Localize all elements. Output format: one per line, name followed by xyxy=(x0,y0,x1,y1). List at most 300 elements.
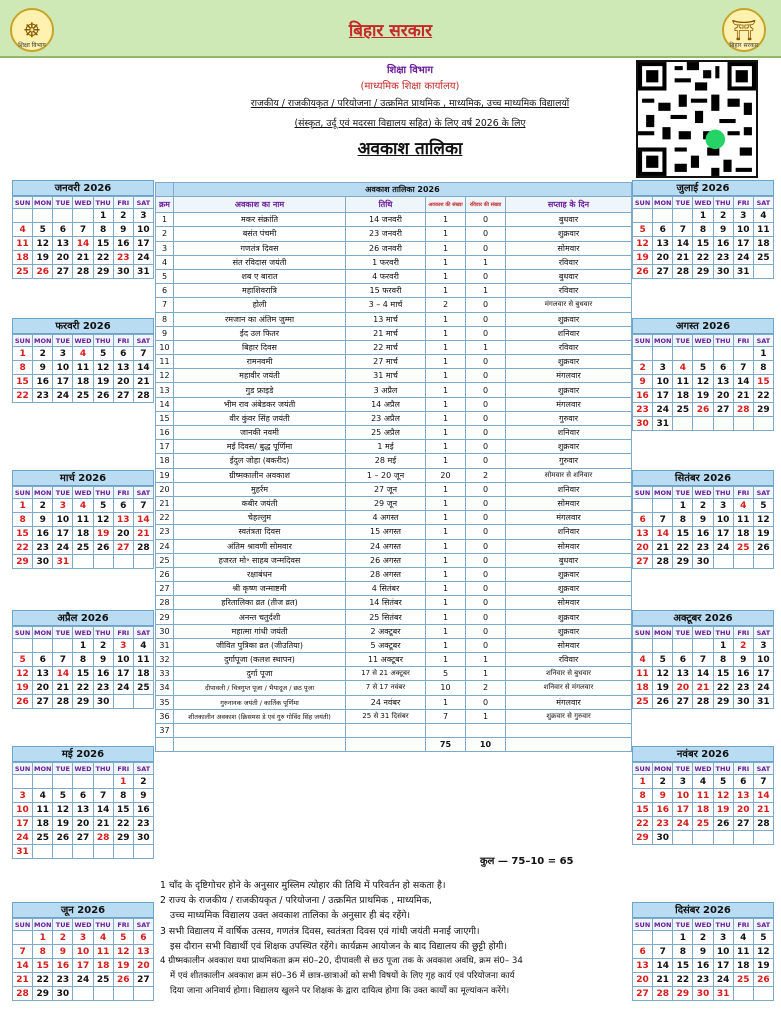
row-sunday: 2 xyxy=(466,681,506,695)
day-cell: 27 xyxy=(113,541,133,555)
day-cell xyxy=(633,931,653,945)
day-cell: 19 xyxy=(13,681,33,695)
row-sn: 25 xyxy=(156,553,174,567)
weekday-label: MON xyxy=(653,764,672,773)
day-cell: 8 xyxy=(633,789,653,803)
day-cell: 29 xyxy=(713,695,733,709)
row-sunday: 0 xyxy=(466,582,506,596)
day-cell: 26 xyxy=(693,403,713,417)
qr-code[interactable] xyxy=(636,60,758,178)
day-cell: 17 xyxy=(713,527,733,541)
day-cell: 19 xyxy=(33,251,53,265)
day-cell: 31 xyxy=(53,555,73,569)
day-cell: 18 xyxy=(33,817,53,831)
day-cell: 14 xyxy=(53,667,73,681)
month-title: मई 2026 xyxy=(12,746,154,762)
day-cell: 18 xyxy=(673,389,693,403)
row-sn: 19 xyxy=(156,468,174,482)
weekday-label: FRI xyxy=(113,919,133,931)
day-cell: 20 xyxy=(733,803,753,817)
row-sunday: 0 xyxy=(466,298,506,312)
holiday-row xyxy=(156,255,632,269)
weekday-label: FRI xyxy=(733,197,753,209)
row-count: 1 xyxy=(426,440,466,454)
day-cell: 23 xyxy=(53,973,73,987)
day-cell xyxy=(633,209,653,223)
day-cell: 6 xyxy=(73,789,93,803)
day-cell: 8 xyxy=(113,789,133,803)
day-cell xyxy=(13,931,33,945)
weekday-label: WED xyxy=(74,198,92,207)
row-sunday: 0 xyxy=(466,454,506,468)
row-sn: 12 xyxy=(156,369,174,383)
day-cell xyxy=(33,845,53,859)
day-cell: 10 xyxy=(13,803,33,817)
weekday-label: THU xyxy=(93,487,113,499)
row-sunday: 0 xyxy=(466,227,506,241)
day-cell: 23 xyxy=(693,541,713,555)
day-cell: 1 xyxy=(73,639,93,653)
row-sunday: 0 xyxy=(466,440,506,454)
day-cell: 7 xyxy=(13,945,33,959)
month-title: अक्टूबर 2026 xyxy=(632,610,774,626)
row-sunday: 0 xyxy=(466,326,506,340)
day-cell: 6 xyxy=(733,775,753,789)
row-sn: 30 xyxy=(156,624,174,638)
row-weekday: रविवार xyxy=(506,653,632,667)
day-cell: 12 xyxy=(693,375,713,389)
row-count: 1 xyxy=(426,539,466,553)
row-name: हजरत मो॰ साहब जन्मदिवस xyxy=(174,553,346,567)
day-cell: 28 xyxy=(733,403,753,417)
weekday-label: SAT xyxy=(133,197,153,209)
day-cell: 2 xyxy=(133,775,153,789)
notes xyxy=(160,878,630,1000)
sum-spacer xyxy=(506,738,632,752)
day-cell: 27 xyxy=(113,389,133,403)
day-cell: 7 xyxy=(733,361,753,375)
day-cell xyxy=(693,831,713,845)
table-head-spacer xyxy=(156,183,174,197)
day-cell: 9 xyxy=(93,653,113,667)
day-cell: 26 xyxy=(633,265,653,279)
day-cell: 2 xyxy=(93,639,113,653)
day-cell: 20 xyxy=(73,817,93,831)
col-sn: क्रम xyxy=(156,197,174,213)
day-cell: 10 xyxy=(53,513,73,527)
row-sn: 5 xyxy=(156,269,174,283)
day-cell: 1 xyxy=(13,499,33,513)
month-title: अप्रैल 2026 xyxy=(12,610,154,626)
weekday-label: MON xyxy=(653,198,672,207)
day-cell: 19 xyxy=(713,803,733,817)
day-cell: 22 xyxy=(633,817,653,831)
day-cell: 13 xyxy=(113,513,133,527)
row-sn: 4 xyxy=(156,255,174,269)
day-cell: 21 xyxy=(693,681,713,695)
day-cell: 16 xyxy=(693,527,713,541)
sum-spacer xyxy=(156,738,174,752)
holiday-row xyxy=(156,454,632,468)
day-cell xyxy=(93,845,113,859)
weekday-label: MON xyxy=(33,920,52,929)
month-calendar xyxy=(632,902,774,1001)
day-cell: 1 xyxy=(93,209,113,223)
weekday-label: MON xyxy=(33,336,52,345)
row-name: महात्मा गांधी जयंती xyxy=(174,624,346,638)
day-cell: 15 xyxy=(713,667,733,681)
day-cell: 11 xyxy=(673,375,693,389)
row-name: कबीर जयंती xyxy=(174,496,346,510)
row-date: 13 मार्च xyxy=(346,312,426,326)
day-cell: 21 xyxy=(53,681,73,695)
day-cell: 17 xyxy=(53,527,73,541)
row-date: 25 सितंबर xyxy=(346,610,426,624)
row-count: 1 xyxy=(426,624,466,638)
row-weekday: गुरुवार xyxy=(506,454,632,468)
day-cell: 8 xyxy=(693,223,713,237)
day-cell: 22 xyxy=(673,973,693,987)
row-weekday: बुधवार xyxy=(506,269,632,283)
holiday-row xyxy=(156,567,632,581)
row-sn: 10 xyxy=(156,340,174,354)
day-cell: 14 xyxy=(133,513,153,527)
day-cell xyxy=(733,987,753,1001)
row-date: 26 जनवरी xyxy=(346,241,426,255)
row-date: 21 मार्च xyxy=(346,326,426,340)
day-cell: 28 xyxy=(133,389,153,403)
row-date: 22 मार्च xyxy=(346,340,426,354)
day-cell: 19 xyxy=(113,959,133,973)
day-cell: 25 xyxy=(753,251,773,265)
day-cell: 20 xyxy=(633,541,653,555)
row-count: 2 xyxy=(426,298,466,312)
row-weekday: रविवार xyxy=(506,340,632,354)
day-cell: 8 xyxy=(33,945,53,959)
day-cell xyxy=(53,845,73,859)
day-cell: 19 xyxy=(753,527,773,541)
row-name: जीवित पुत्रिका व्रत (जीउतिया) xyxy=(174,638,346,652)
day-cell xyxy=(113,845,133,859)
day-cell: 9 xyxy=(133,789,153,803)
day-cell: 8 xyxy=(753,361,773,375)
day-cell: 7 xyxy=(753,775,773,789)
row-weekday: शुक्रवार xyxy=(506,383,632,397)
holiday-row xyxy=(156,695,632,709)
row-sn: 1 xyxy=(156,213,174,227)
day-cell: 1 xyxy=(693,209,713,223)
day-cell: 24 xyxy=(13,831,33,845)
row-weekday: मंगलवार xyxy=(506,511,632,525)
day-cell: 25 xyxy=(733,973,753,987)
row-count: 1 xyxy=(426,284,466,298)
day-cell: 22 xyxy=(73,681,93,695)
day-cell: 25 xyxy=(33,831,53,845)
day-cell: 2 xyxy=(33,499,53,513)
row-name: रक्षाबंधन xyxy=(174,567,346,581)
weekday-label: FRI xyxy=(733,487,753,499)
holiday-row xyxy=(156,653,632,667)
day-cell xyxy=(673,417,693,431)
row-count: 1 xyxy=(426,482,466,496)
day-cell: 15 xyxy=(673,959,693,973)
weekday-label: SAT xyxy=(133,487,153,499)
day-cell: 24 xyxy=(73,973,93,987)
day-cell: 15 xyxy=(113,803,133,817)
day-cell: 6 xyxy=(113,347,133,361)
col-date: तिथि xyxy=(346,197,426,213)
row-count: 1 xyxy=(426,397,466,411)
day-cell: 19 xyxy=(93,527,113,541)
month-calendar xyxy=(12,902,154,1001)
row-weekday: शुक्रवार से गुरुवार xyxy=(506,709,632,723)
holiday-row xyxy=(156,681,632,695)
day-cell: 26 xyxy=(113,973,133,987)
day-cell: 6 xyxy=(133,931,153,945)
day-cell: 4 xyxy=(93,931,113,945)
day-cell: 25 xyxy=(673,403,693,417)
row-date: 28 अगस्त xyxy=(346,567,426,581)
day-cell: 4 xyxy=(33,789,53,803)
row-sn: 37 xyxy=(156,723,174,737)
row-weekday: मंगलवार से बुधवार xyxy=(506,298,632,312)
day-cell: 9 xyxy=(653,789,673,803)
row-count: 1 xyxy=(426,596,466,610)
day-cell xyxy=(673,347,693,361)
day-cell: 27 xyxy=(133,973,153,987)
row-sunday: 1 xyxy=(466,340,506,354)
day-cell xyxy=(733,831,753,845)
day-cell: 1 xyxy=(673,499,693,513)
day-cell xyxy=(73,209,93,223)
day-cell: 24 xyxy=(713,973,733,987)
row-name: वीर कुंवर सिंह जयंती xyxy=(174,411,346,425)
day-cell: 18 xyxy=(133,667,153,681)
row-sunday: 1 xyxy=(466,284,506,298)
day-cell: 9 xyxy=(713,223,733,237)
weekday-label: THU xyxy=(713,919,733,931)
note-line: उच्च माध्यमिक विद्यालय उक्त अवकाश तालिका के अनुसार ही बंद रहेंगे। xyxy=(170,910,411,922)
day-cell: 31 xyxy=(753,695,773,709)
day-cell: 5 xyxy=(753,499,773,513)
month-title: जुलाई 2026 xyxy=(632,180,774,196)
note-line: दिया जाना अनिवार्य होगा। विद्यालय खुलने पर शिक्षक के द्वारा दायित्व होगा कि उक्त कार्यों का मूल्यांकन करेंगे। xyxy=(170,986,510,997)
day-cell: 28 xyxy=(753,817,773,831)
day-cell xyxy=(73,555,93,569)
day-cell: 23 xyxy=(713,251,733,265)
weekday-label: MON xyxy=(653,628,672,637)
weekday-label: TUE xyxy=(53,919,73,931)
row-sunday: 0 xyxy=(466,213,506,227)
day-cell: 15 xyxy=(73,667,93,681)
day-cell: 20 xyxy=(633,973,653,987)
day-cell: 26 xyxy=(753,973,773,987)
day-cell: 13 xyxy=(73,803,93,817)
row-weekday: शनिवार से मंगलवार xyxy=(506,681,632,695)
weekday-label: WED xyxy=(694,336,712,345)
day-cell: 14 xyxy=(13,959,33,973)
weekday-label: TUE xyxy=(673,335,693,347)
day-cell: 30 xyxy=(693,987,713,1001)
day-cell: 3 xyxy=(673,775,693,789)
day-cell: 26 xyxy=(653,695,673,709)
day-cell: 10 xyxy=(113,653,133,667)
day-cell: 29 xyxy=(673,555,693,569)
day-cell xyxy=(33,775,53,789)
note-line: 4 ग्रीष्मकालीन अवकाश यथा प्राथमिकता क्रम सं0–20, दीपावली से छठ पूजा तक के अवकाश अवधि, क्रम सं0– 34 xyxy=(160,956,523,967)
row-date: 24 अगस्त xyxy=(346,539,426,553)
day-cell: 1 xyxy=(753,347,773,361)
holiday-row xyxy=(156,667,632,681)
weekday-label: TUE xyxy=(673,197,693,209)
day-cell: 23 xyxy=(133,817,153,831)
day-cell: 28 xyxy=(73,265,93,279)
row-sn: 24 xyxy=(156,539,174,553)
day-cell: 22 xyxy=(113,817,133,831)
day-cell: 25 xyxy=(73,541,93,555)
holiday-row xyxy=(156,496,632,510)
day-cell: 10 xyxy=(713,513,733,527)
row-weekday: गुरुवार xyxy=(506,411,632,425)
day-cell xyxy=(53,209,73,223)
day-cell: 11 xyxy=(93,945,113,959)
month-calendar xyxy=(12,610,154,709)
day-cell: 31 xyxy=(133,265,153,279)
day-cell: 12 xyxy=(53,803,73,817)
note-line: 1 चाँद के दृष्टिगोचर होने के अनुसार मुस्लिम त्योहार की तिथि में परिवर्तन हो सकता है। xyxy=(160,880,446,891)
day-cell xyxy=(133,695,153,709)
day-cell: 1 xyxy=(13,347,33,361)
weekday-label: TUE xyxy=(673,919,693,931)
day-cell: 4 xyxy=(753,209,773,223)
day-cell: 9 xyxy=(33,513,53,527)
row-name: दुर्गापूजा (कलश स्थापन) xyxy=(174,653,346,667)
row-sunday: 1 xyxy=(466,709,506,723)
row-sunday: 2 xyxy=(466,468,506,482)
day-cell xyxy=(633,499,653,513)
row-weekday: मंगलवार xyxy=(506,369,632,383)
month-calendar xyxy=(632,746,774,845)
col-count: अवकाश की संख्या xyxy=(426,197,466,213)
day-cell: 11 xyxy=(693,789,713,803)
dept-name: शिक्षा विभाग xyxy=(386,65,434,76)
day-cell: 30 xyxy=(733,695,753,709)
day-cell: 1 xyxy=(673,931,693,945)
day-cell: 3 xyxy=(733,209,753,223)
day-cell: 5 xyxy=(33,223,53,237)
day-cell: 20 xyxy=(713,389,733,403)
day-cell: 23 xyxy=(113,251,133,265)
row-name: ग्रीष्मकालीन अवकाश xyxy=(174,468,346,482)
day-cell xyxy=(33,209,53,223)
day-cell: 10 xyxy=(133,223,153,237)
day-cell: 28 xyxy=(53,695,73,709)
day-cell: 23 xyxy=(733,681,753,695)
row-weekday: शुक्रवार xyxy=(506,440,632,454)
day-cell: 12 xyxy=(653,667,673,681)
holiday-row xyxy=(156,553,632,567)
row-date: 11 अक्टूबर xyxy=(346,653,426,667)
holiday-row xyxy=(156,298,632,312)
row-sunday: 0 xyxy=(466,553,506,567)
day-cell: 28 xyxy=(133,541,153,555)
row-count: 1 xyxy=(426,553,466,567)
row-count: 1 xyxy=(426,213,466,227)
row-sn: 31 xyxy=(156,638,174,652)
day-cell: 28 xyxy=(673,265,693,279)
day-cell: 30 xyxy=(113,265,133,279)
sum-sundays: 10 xyxy=(466,738,506,752)
weekday-label: FRI xyxy=(113,627,133,639)
day-cell: 27 xyxy=(73,831,93,845)
day-cell: 2 xyxy=(653,775,673,789)
day-cell: 28 xyxy=(13,987,33,1001)
day-cell: 6 xyxy=(653,223,673,237)
weekday-label: SAT xyxy=(753,335,773,347)
row-weekday: सोमवार से शनिवार xyxy=(506,468,632,482)
day-cell: 13 xyxy=(113,361,133,375)
weekday-label: MON xyxy=(33,764,52,773)
day-cell xyxy=(633,347,653,361)
day-cell: 28 xyxy=(653,555,673,569)
day-cell: 13 xyxy=(33,667,53,681)
note-line: 2 राज्य के राजकीय / राजकीयकृत / परियोजना / उत्क्रमित प्राथमिक , माध्यमिक, xyxy=(160,895,432,907)
day-cell: 12 xyxy=(753,513,773,527)
row-sunday: 0 xyxy=(466,426,506,440)
day-cell: 8 xyxy=(673,945,693,959)
day-cell: 10 xyxy=(713,945,733,959)
school-types: राजकीय / राजकीयकृत / परियोजना / उत्क्रमित प्राथमिक , माध्यमिक, उच्च माध्यमिक विद्यालयों xyxy=(250,98,570,109)
row-weekday: शुक्रवार xyxy=(506,610,632,624)
day-cell: 15 xyxy=(753,375,773,389)
holiday-row xyxy=(156,355,632,369)
day-cell: 5 xyxy=(93,347,113,361)
row-sunday: 0 xyxy=(466,411,506,425)
page-header xyxy=(0,0,781,58)
row-date: 15 अगस्त xyxy=(346,525,426,539)
day-cell: 24 xyxy=(753,681,773,695)
day-cell: 26 xyxy=(13,695,33,709)
day-cell: 12 xyxy=(633,237,653,251)
row-count: 1 xyxy=(426,312,466,326)
holiday-row xyxy=(156,326,632,340)
row-sunday: 0 xyxy=(466,567,506,581)
day-cell: 31 xyxy=(713,987,733,1001)
weekday-label: THU xyxy=(713,763,733,775)
day-cell: 21 xyxy=(133,375,153,389)
row-weekday: बुधवार xyxy=(506,213,632,227)
row-name: मुहर्रम xyxy=(174,482,346,496)
day-cell xyxy=(653,347,673,361)
day-cell xyxy=(693,417,713,431)
day-cell: 17 xyxy=(113,667,133,681)
day-cell: 4 xyxy=(73,499,93,513)
row-count: 1 xyxy=(426,638,466,652)
bihar-govt-emblem: बिहार सरकार ⛩ xyxy=(722,8,766,52)
day-cell: 25 xyxy=(93,973,113,987)
row-count: 7 xyxy=(426,709,466,723)
holiday-row xyxy=(156,539,632,553)
row-count: 1 xyxy=(426,411,466,425)
row-sn: 21 xyxy=(156,496,174,510)
weekday-label: TUE xyxy=(673,627,693,639)
day-cell: 4 xyxy=(73,347,93,361)
day-cell: 14 xyxy=(653,527,673,541)
row-count: 1 xyxy=(426,426,466,440)
note-line: इस दौरान सभी विद्यार्थी एवं शिक्षक उपस्थित रहेंगे। कार्यक्रम आयोजन के बाद विद्यालय की छुट्टी होगी। xyxy=(170,940,507,952)
day-cell: 12 xyxy=(713,789,733,803)
row-sunday: 0 xyxy=(466,312,506,326)
